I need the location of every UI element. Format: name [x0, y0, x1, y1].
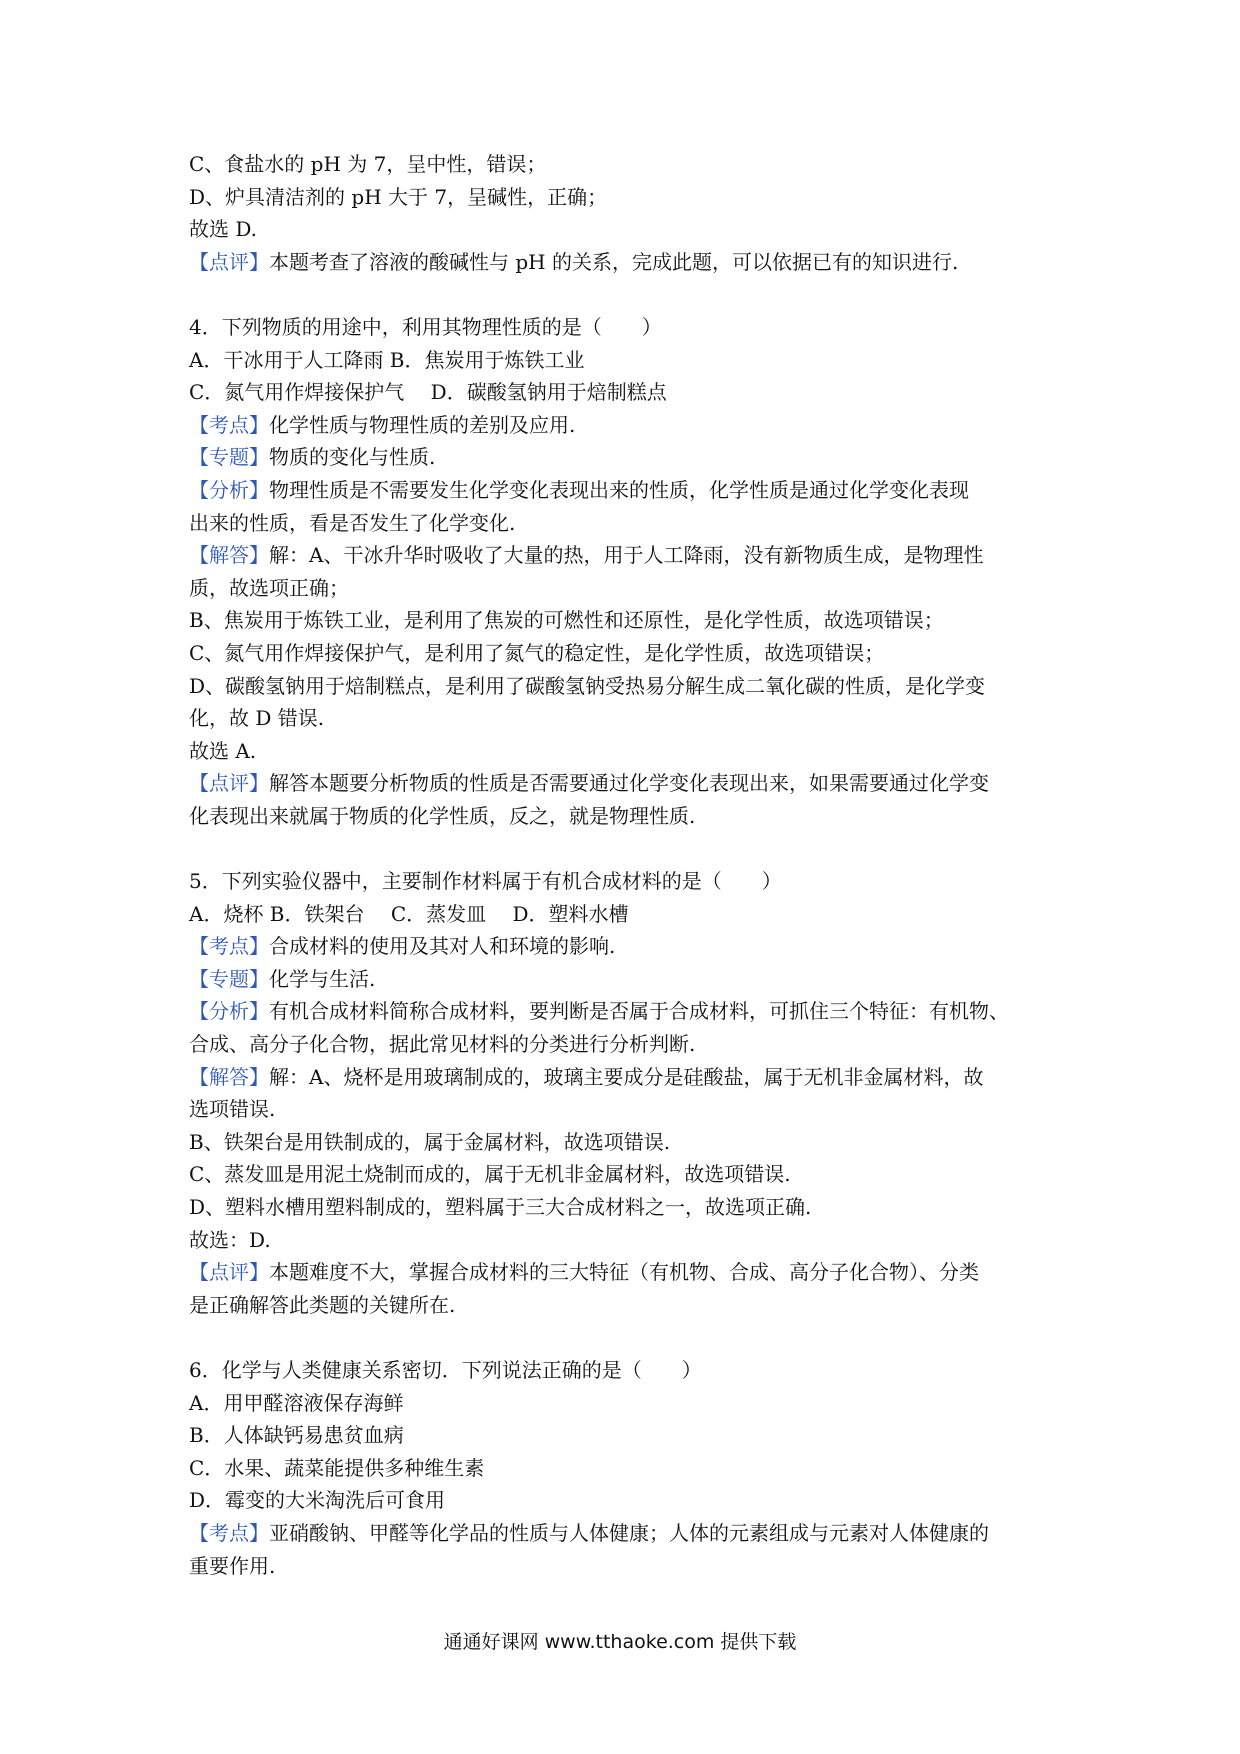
line-text: 4．下列物质的用途中，利用其物理性质的是（ ） [189, 314, 662, 339]
text-line [189, 1419, 1069, 1452]
section-q5 [189, 865, 1069, 1321]
text-line [189, 670, 1069, 703]
text-line [189, 637, 1069, 670]
text-line [189, 1093, 1069, 1126]
line-text: 本题难度不大，掌握合成材料的三大特征（有机物、合成、高分子化合物）、分类 [269, 1260, 979, 1285]
section-tag: 【点评】 [189, 771, 269, 796]
line-text: A．用甲醛溶液保存海鲜 [189, 1390, 404, 1415]
text-line [189, 604, 1069, 637]
text-line [189, 898, 1069, 931]
line-text: C．氮气用作焊接保护气 D．碳酸氢钠用于焙制糕点 [189, 380, 667, 405]
text-line [189, 800, 1069, 833]
line-text: 物质的变化与性质. [269, 445, 436, 470]
text-line [189, 246, 1069, 279]
line-text: 故选 D. [189, 217, 258, 242]
text-line [189, 1550, 1069, 1583]
text-line [189, 1354, 1069, 1387]
section-gap [189, 278, 1069, 311]
line-text: 质，故选项正确； [189, 575, 349, 600]
line-text: C．水果、蔬菜能提供多种维生素 [189, 1455, 485, 1480]
line-text: C、食盐水的 pH 为 7，呈中性，错误； [189, 152, 547, 176]
text-line [189, 1191, 1069, 1224]
section-tag: 【专题】 [189, 445, 269, 470]
line-text: D．霉变的大米淘洗后可食用 [189, 1488, 446, 1513]
text-line [189, 441, 1069, 474]
text-line [189, 1028, 1069, 1061]
text-line [189, 1158, 1069, 1191]
text-line [189, 865, 1069, 898]
line-text: 选项错误. [189, 1097, 276, 1122]
line-text: D、塑料水槽用塑料制成的，塑料属于三大合成材料之一，故选项正确. [189, 1195, 812, 1219]
section-tag: 【解答】 [189, 1064, 269, 1089]
text-line [189, 311, 1069, 344]
text-line [189, 507, 1069, 540]
section-tag: 【考点】 [189, 1520, 269, 1545]
line-text: B．人体缺钙易患贫血病 [189, 1423, 404, 1448]
line-text: 解答本题要分析物质的性质是否需要通过化学变化表现出来，如果需要通过化学变 [269, 771, 989, 796]
line-text: D、碳酸氢钠用于焙制糕点，是利用了碳酸氢钠受热易分解生成二氧化碳的性质，是化学变 [189, 673, 986, 698]
section-tag: 【分析】 [189, 477, 269, 502]
line-text: 物理性质是不需要发生化学变化表现出来的性质，化学性质是通过化学变化表现 [269, 477, 969, 502]
line-text: 亚硝酸钠、甲醛等化学品的性质与人体健康；人体的元素组成与元素对人体健康的 [269, 1520, 989, 1545]
line-text: C、氮气用作焊接保护气，是利用了氮气的稳定性，是化学性质，故选项错误； [189, 640, 885, 665]
text-line [189, 148, 1069, 181]
line-text: D、炉具清洁剂的 pH 大于 7，呈碱性，正确； [189, 184, 608, 209]
section-gap [189, 832, 1069, 865]
line-text: 有机合成材料简称合成材料，要判断是否属于合成材料，可抓住三个特征：有机物、 [269, 999, 1009, 1024]
line-text: B、铁架台是用铁制成的，属于金属材料，故选项错误. [189, 1129, 671, 1154]
text-line [189, 1484, 1069, 1517]
text-line [189, 539, 1069, 572]
section-q3-tail [189, 148, 1069, 278]
line-text: 本题考查了溶液的酸碱性与 pH 的关系，完成此题，可以依据已有的知识进行. [269, 249, 959, 274]
section-tag: 【专题】 [189, 966, 269, 991]
line-text: 化，故 D 错误. [189, 706, 325, 731]
text-line [189, 409, 1069, 442]
line-text: 6．化学与人类健康关系密切．下列说法正确的是（ ） [189, 1357, 702, 1382]
text-line [189, 474, 1069, 507]
text-line [189, 376, 1069, 409]
text-line [189, 1387, 1069, 1420]
line-text: 合成材料的使用及其对人和环境的影响. [269, 934, 616, 959]
line-text: 化表现出来就属于物质的化学性质，反之，就是物理性质. [189, 803, 696, 828]
section-tag: 【解答】 [189, 543, 269, 568]
text-line [189, 1061, 1069, 1094]
text-line [189, 344, 1069, 377]
line-text: 化学性质与物理性质的差别及应用. [269, 412, 576, 437]
text-line [189, 1452, 1069, 1485]
line-text: 故选：D. [189, 1227, 271, 1252]
text-line [189, 181, 1069, 214]
text-line [189, 963, 1069, 996]
section-gap [189, 1321, 1069, 1354]
line-text: 化学与生活. [269, 966, 376, 991]
section-tag: 【点评】 [189, 249, 269, 274]
line-text: 解：A、烧杯是用玻璃制成的，玻璃主要成分是硅酸盐，属于无机非金属材料，故 [269, 1064, 984, 1089]
line-text: 重要作用. [189, 1553, 276, 1578]
text-line [189, 1224, 1069, 1257]
section-tag: 【考点】 [189, 934, 269, 959]
section-tag: 【点评】 [189, 1260, 269, 1285]
line-text: A．干冰用于人工降雨 B．焦炭用于炼铁工业 [189, 347, 585, 372]
text-line [189, 995, 1069, 1028]
line-text: B、焦炭用于炼铁工业，是利用了焦炭的可燃性和还原性，是化学性质，故选项错误； [189, 608, 944, 633]
line-text: C、蒸发皿是用泥土烧制而成的，属于无机非金属材料，故选项错误. [189, 1162, 791, 1187]
text-line [189, 1289, 1069, 1322]
text-line [189, 702, 1069, 735]
line-text: 解：A、干冰升华时吸收了大量的热，用于人工降雨，没有新物质生成，是物理性 [269, 543, 984, 568]
line-text: 故选 A. [189, 738, 257, 763]
text-line [189, 930, 1069, 963]
document-body [189, 148, 1069, 1582]
section-q6 [189, 1354, 1069, 1582]
line-text: A．烧杯 B．铁架台 C．蒸发皿 D．塑料水槽 [189, 901, 629, 926]
section-tag: 【考点】 [189, 412, 269, 437]
text-line [189, 1517, 1069, 1550]
text-line [189, 735, 1069, 768]
text-line [189, 1256, 1069, 1289]
line-text: 出来的性质，看是否发生了化学变化. [189, 510, 516, 535]
text-line [189, 572, 1069, 605]
text-line [189, 213, 1069, 246]
text-line [189, 767, 1069, 800]
text-line [189, 1126, 1069, 1159]
section-tag: 【分析】 [189, 999, 269, 1024]
line-text: 是正确解答此类题的关键所在. [189, 1292, 456, 1317]
line-text: 5．下列实验仪器中，主要制作材料属于有机合成材料的是（ ） [189, 869, 782, 894]
line-text: 合成、高分子化合物，据此常见材料的分类进行分析判断. [189, 1032, 696, 1057]
section-q4 [189, 311, 1069, 833]
page-footer: 通通好课网 www.tthaoke.com 提供下载 [443, 1631, 797, 1653]
